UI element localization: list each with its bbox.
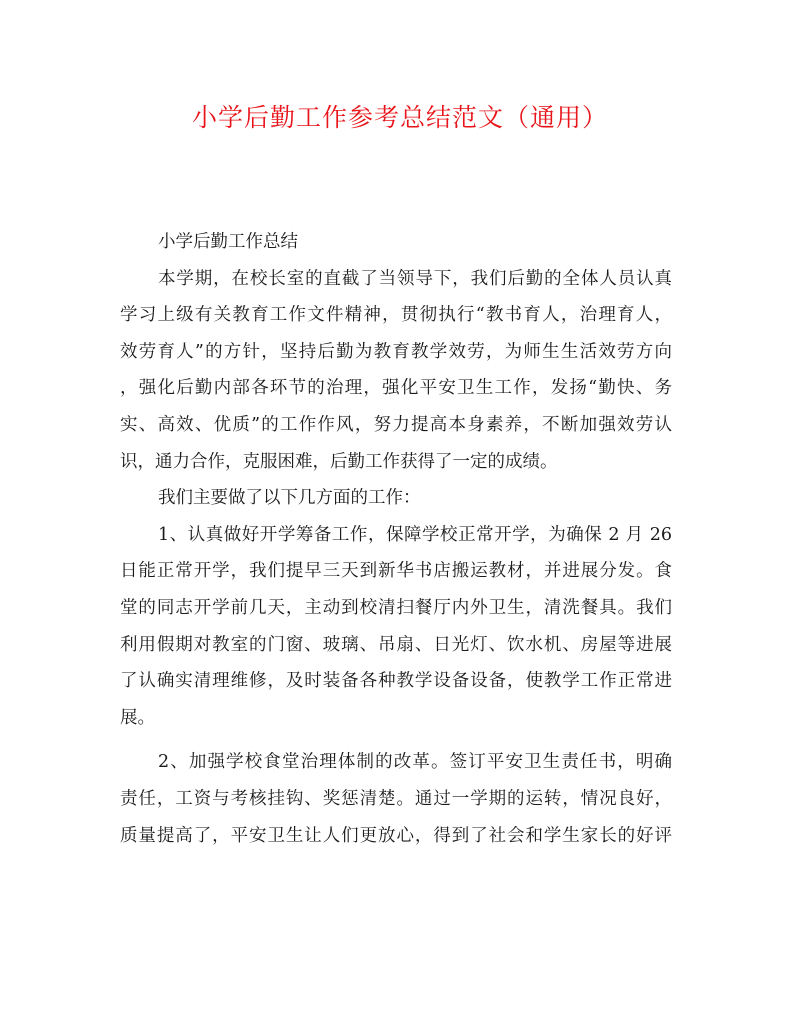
paragraph-line: 识，通力合作，克服困难，后勤工作获得了一定的成绩。 bbox=[120, 451, 558, 472]
paragraph-line: 堂的同志开学前几天，主动到校清扫餐厅内外卫生，清洗餐具。我们 bbox=[120, 597, 672, 618]
paragraph-line: 日能正常开学，我们提早三天到新华书店搬运教材，并进展分发。食 bbox=[120, 561, 672, 582]
document-body bbox=[120, 224, 672, 854]
paragraph-line: 本学期，在校长室的直截了当领导下，我们后勤的全体人员认真 bbox=[158, 268, 672, 289]
paragraph-line: 利用假期对教室的门窗、玻璃、吊扇、日光灯、饮水机、房屋等进展 bbox=[120, 634, 672, 655]
paragraph-line: 展。 bbox=[120, 707, 155, 728]
paragraph-line: 效劳育人”的方针，坚持后勤为教育教学效劳，为师生生活效劳方向 bbox=[120, 341, 672, 362]
section-heading: 小学后勤工作总结 bbox=[158, 232, 298, 252]
paragraph-gap bbox=[120, 736, 672, 744]
paragraph-line: 学习上级有关教育工作文件精神，贯彻执行“教书育人，治理育人， bbox=[120, 305, 672, 326]
paragraph-item-1 bbox=[120, 517, 672, 737]
paragraph-line: 2、加强学校食堂治理体制的改革。签订平安卫生责任书，明确 bbox=[158, 752, 672, 773]
paragraph-line: 责任，工资与考核挂钩、奖惩清楚。通过一学期的运转，情况良好， bbox=[120, 788, 672, 809]
paragraph-line: 实、高效、优质”的工作作风，努力提高本身素养，不断加强效劳认 bbox=[120, 414, 672, 435]
paragraph-line: 了认确实清理维修，及时装备各种教学设备设备，使教学工作正常进 bbox=[120, 671, 672, 692]
paragraph-overview bbox=[120, 480, 672, 517]
paragraph-line: 1、认真做好开学筹备工作，保障学校正常开学，为确保 2 月 26 bbox=[158, 524, 672, 545]
paragraph-item-2 bbox=[120, 744, 672, 854]
paragraph-intro bbox=[120, 261, 672, 481]
paragraph-line: 质量提高了，平安卫生让人们更放心，得到了社会和学生家长的好评 bbox=[120, 825, 672, 846]
paragraph-line: 我们主要做了以下几方面的工作： bbox=[158, 488, 421, 509]
paragraph-line: ，强化后勤内部各环节的治理，强化平安卫生工作，发扬“勤快、务 bbox=[120, 378, 672, 399]
document-title: 小学后勤工作参考总结范文（通用） bbox=[191, 103, 608, 132]
